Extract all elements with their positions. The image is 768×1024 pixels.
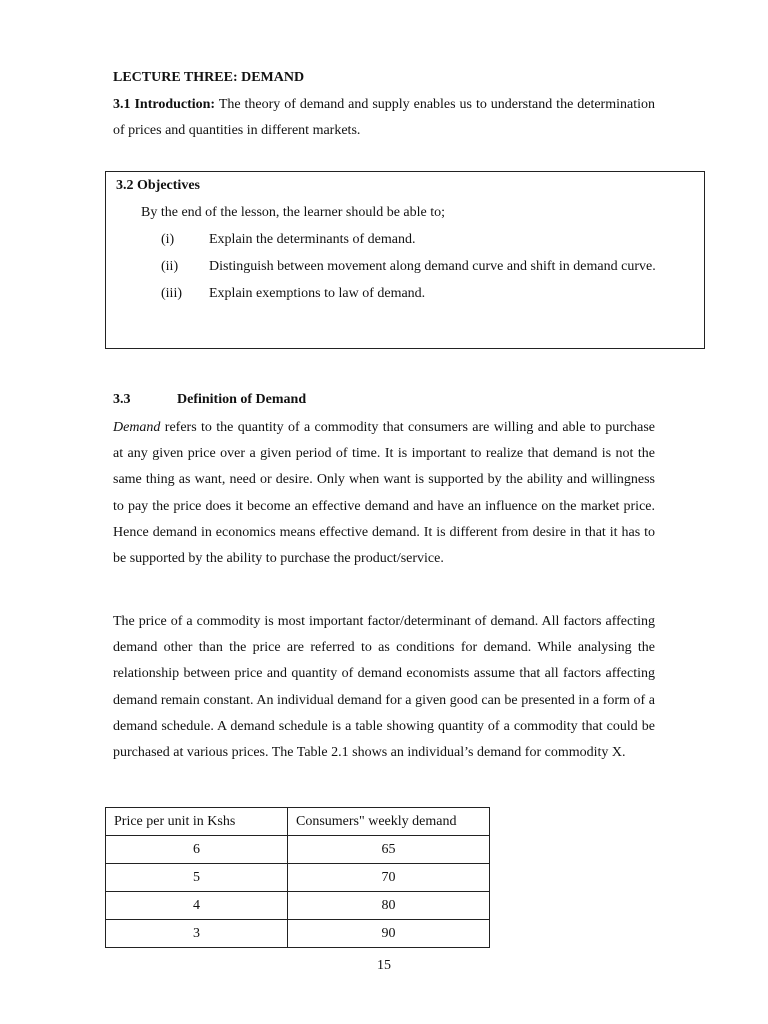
- section-title: Definition of Demand: [177, 392, 307, 407]
- objective-item: [161, 259, 656, 275]
- table-header-row: [106, 808, 490, 836]
- objective-number: (iii): [161, 286, 182, 301]
- objective-text: Distinguish between movement along demand curve and shift in demand curve.: [209, 259, 656, 274]
- price-paragraph: The price of a commodity is most important factor/determinant of demand. All factors affecting demand other than the price are referred to as conditions for demand. While analysing the relationship between price and quantity of demand economists assume that all factors affecting demand remain constant. An individual demand for a given good can be presented in a form of a demand schedule. A demand schedule is a table showing quantity of a commodity that could be purchased at various prices. The Table 2.1 shows an individual’s demand for commodity X.: [113, 614, 655, 761]
- demand-term: Demand: [113, 420, 161, 435]
- objectives-lead: By the end of the lesson, the learner should be able to;: [141, 205, 446, 220]
- table-row: [106, 864, 490, 892]
- table-cell-demand: 65: [288, 836, 490, 864]
- table-cell-price: 4: [106, 892, 288, 920]
- objective-number: (i): [161, 232, 175, 247]
- intro-paragraph: [113, 92, 655, 144]
- intro-text: The theory of demand and supply enables us to understand the determination of prices and quantities in different markets.: [113, 97, 655, 139]
- table-header-demand: Consumers" weekly demand: [288, 808, 490, 836]
- table-cell-demand: 90: [288, 920, 490, 948]
- table-cell-demand: 80: [288, 892, 490, 920]
- objective-item: [161, 286, 425, 302]
- objective-text: Explain the determinants of demand.: [209, 232, 416, 247]
- objective-text: Explain exemptions to law of demand.: [209, 286, 426, 301]
- table-cell-price: 3: [106, 920, 288, 948]
- objective-number: (ii): [161, 259, 179, 274]
- objective-item: [161, 232, 415, 248]
- intro-heading: 3.1 Introduction:: [113, 97, 216, 112]
- objectives-heading: 3.2 Objectives: [116, 178, 200, 193]
- definition-paragraph: [113, 415, 655, 572]
- objectives-box: [105, 171, 705, 349]
- demand-schedule-table: [105, 807, 490, 948]
- table-cell-price: 5: [106, 864, 288, 892]
- table-cell-price: 6: [106, 836, 288, 864]
- table-row: [106, 920, 490, 948]
- section-heading: [113, 392, 307, 408]
- table-header-price: Price per unit in Kshs: [106, 808, 288, 836]
- table-cell-demand: 70: [288, 864, 490, 892]
- definition-text: refers to the quantity of a commodity that consumers are willing and able to purchase at any given price over a given period of time. It is important to realize that demand is not the same thing as want, need or desire. Only when want is supported by the ability and willingness to pay the price does it become an effective demand and have an influence on the market price. Hence demand in economics means effective demand. It is different from desire in that it has to be supported by the ability to purchase the product/service.: [113, 420, 656, 567]
- section-number: 3.3: [113, 392, 131, 407]
- page-number: 15: [377, 958, 391, 973]
- table-row: [106, 836, 490, 864]
- table-row: [106, 892, 490, 920]
- lecture-title: LECTURE THREE: DEMAND: [113, 70, 305, 85]
